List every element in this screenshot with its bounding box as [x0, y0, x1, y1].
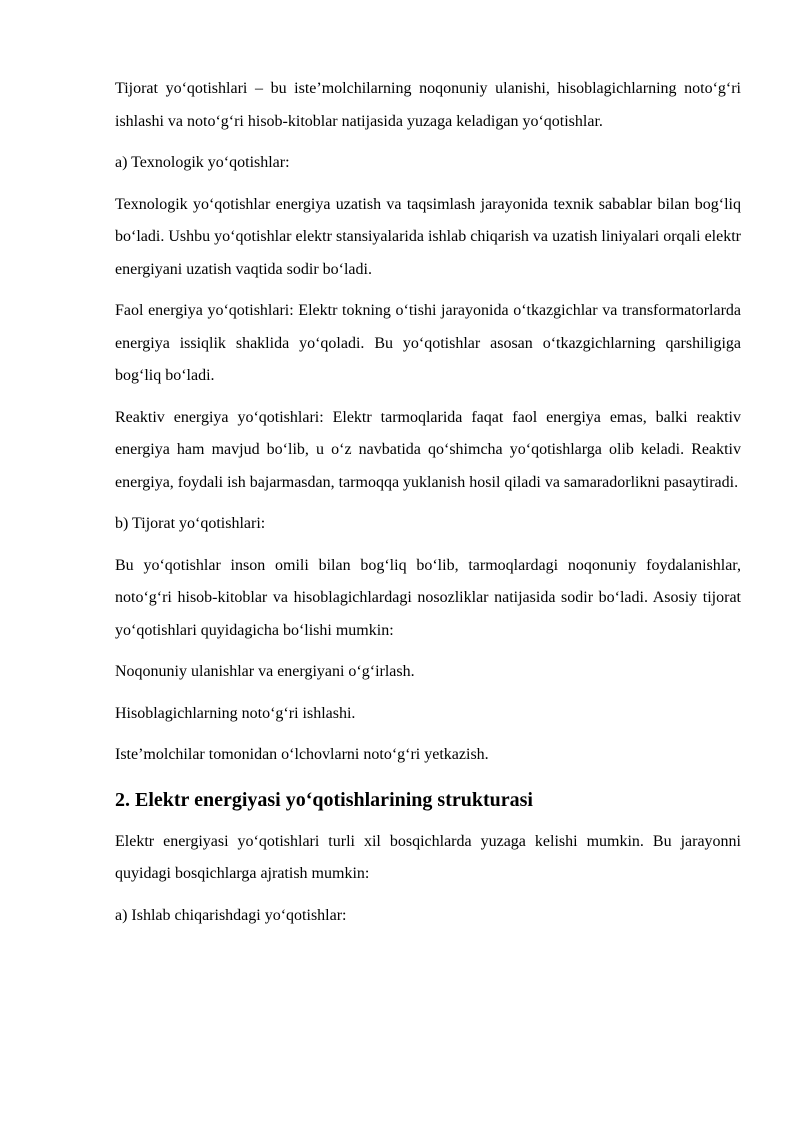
paragraph-commercial-losses: Bu yo‘qotishlar inson omili bilan bog‘liq bo‘lib, tarmoqlardagi noqonuniy foydalanishlar, noto‘g‘ri hisob-kitoblar va hisoblagichlardagi nosozliklar natijasida sodir bo‘ladi. Asosiy tijorat yo‘qotishlari quyidagicha bo‘lishi mumkin: [115, 556, 741, 639]
paragraph-technological-losses: Texnologik yo‘qotishlar energiya uzatish va taqsimlash jarayonida texnik sabablar bilan bog‘liq bo‘ladi. Ushbu yo‘qotishlar elektr stansiyalarida ishlab chiqarish va uzatish liniyalari orqali elektr energiyani uzatish vaqtida sodir bo‘ladi. [115, 195, 741, 278]
list-item-meter-malfunction: Hisoblagichlarning noto‘g‘ri ishlashi. [115, 704, 356, 722]
subheading-technological-losses: a) Texnologik yo‘qotishlar: [115, 154, 290, 171]
paragraph-reactive-energy-losses: Reaktiv energiya yo‘qotishlari: Elektr tarmoqlarida faqat faol energiya emas, balki reaktiv energiya ham mavjud bo‘lib, u o‘z navbatida qo‘shimcha yo‘qotishlarga olib keladi. Reaktiv energiya, foydali ish bajarmasdan, tarmoqqa yuklanish hosil qiladi va samaradorlikni pasaytiradi. [115, 408, 741, 491]
list-item-incorrect-readings: Iste’molchilar tomonidan o‘lchovlarni noto‘g‘ri yetkazish. [115, 746, 489, 763]
document-page [115, 73, 741, 941]
section-heading: 2. Elektr energiyasi yo‘qotishlarining strukturasi [115, 788, 533, 811]
paragraph-commercial-losses-definition: Tijorat yo‘qotishlari – bu iste’molchilarning noqonuniy ulanishi, hisoblagichlarning noto‘g‘ri ishlashi va noto‘g‘ri hisob-kitoblar natijasida yuzaga keladigan yo‘qotishlar. [115, 80, 741, 130]
paragraph-active-energy-losses: Faol energiya yo‘qotishlari: Elektr tokning o‘tishi jarayonida o‘tkazgichlar va transformatorlarda energiya issiqlik shaklida yo‘qoladi. Bu yo‘qotishlar asosan o‘tkazgichlarning qarshiligiga bog‘liq bo‘ladi. [115, 302, 741, 384]
paragraph-loss-stages: Elektr energiyasi yo‘qotishlari turli xil bosqichlarda yuzaga kelishi mumkin. Bu jarayonni quyidagi bosqichlarga ajratish mumkin: [115, 832, 741, 882]
subheading-production-losses: a) Ishlab chiqarishdagi yo‘qotishlar: [115, 906, 347, 924]
list-item-illegal-connections: Noqonuniy ulanishlar va energiyani o‘g‘irlash. [115, 663, 415, 680]
subheading-commercial-losses: b) Tijorat yo‘qotishlari: [115, 515, 266, 532]
